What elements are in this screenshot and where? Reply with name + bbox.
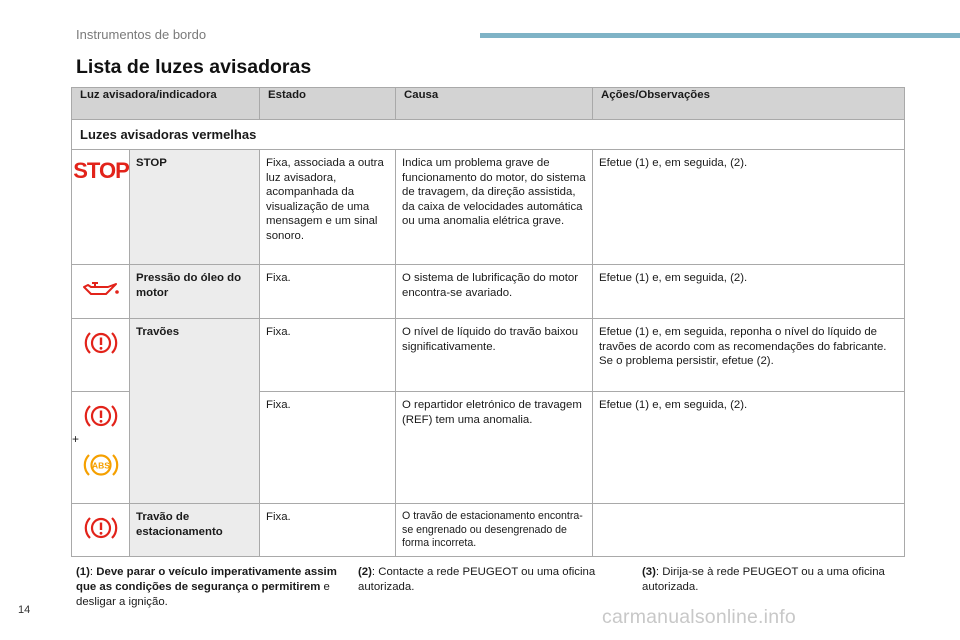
icon-cell <box>72 319 130 392</box>
brake-warning-icon <box>84 514 118 542</box>
light-name: Pressão do óleo do motor <box>130 265 260 319</box>
light-action: Efetue (1) e, em seguida, (2). <box>593 392 905 504</box>
table-row <box>72 265 905 319</box>
light-cause: O repartidor eletrónico de travagem (REF) tem uma anomalia. <box>396 392 593 504</box>
abs-icon <box>82 451 120 479</box>
stop-icon <box>72 158 129 183</box>
light-state: Fixa. <box>260 392 396 504</box>
footnote-1: (1): Deve parar o veículo imperativamente assim que as condições de segurança o permitirem e desligar a ignição. <box>76 566 337 608</box>
column-header-actions: Ações/Observações <box>593 88 905 120</box>
column-header-light: Luz avisadora/indicadora <box>72 88 260 120</box>
icon-cell <box>72 392 130 504</box>
group-title: Luzes avisadoras vermelhas <box>72 120 905 150</box>
header-accent-bar <box>480 33 960 38</box>
light-cause: O nível de líquido do travão baixou significativamente. <box>396 319 593 392</box>
table-row <box>72 150 905 265</box>
footnote-1-bold: Deve parar o veículo imperativamente assim que as condições de segurança o permitirem <box>76 566 337 593</box>
light-state: Fixa. <box>260 319 396 392</box>
footnote-2-ref: (2) <box>358 566 372 578</box>
light-cause: O travão de estacionamento encontra-se engrenado ou desengrenado de forma incorreta. <box>396 504 593 557</box>
abs-icon-text: ABS <box>91 460 110 471</box>
light-cause: O sistema de lubrificação do motor encontra-se avariado. <box>396 265 593 319</box>
column-header-state: Estado <box>260 88 396 120</box>
brake-warning-icon <box>84 402 118 430</box>
footnote-2-text: : Contacte a rede PEUGEOT ou uma oficina autorizada. <box>358 566 596 593</box>
section-header: Instrumentos de bordo <box>76 27 207 42</box>
watermark: carmanualsonline.info <box>602 606 796 628</box>
oil-pressure-icon <box>82 279 120 299</box>
footnote-3 <box>642 565 904 595</box>
icon-cell <box>72 150 130 265</box>
footnote-2 <box>358 565 628 595</box>
light-name: STOP <box>130 150 260 265</box>
footnote-3-ref: (3) <box>642 566 656 578</box>
light-action: Efetue (1) e, em seguida, (2). <box>593 150 905 265</box>
footnote-3-text: : Dirija-se à rede PEUGEOT ou a uma oficina autorizada. <box>642 566 885 593</box>
stop-icon-text: STOP <box>72 158 129 183</box>
table-row <box>72 319 905 392</box>
footnote-1-ref: (1) <box>76 566 90 578</box>
light-name: Travão de estacionamento <box>130 504 260 557</box>
plus-sign: + <box>72 432 80 446</box>
page-title: Lista de luzes avisadoras <box>76 56 312 78</box>
light-cause: Indica um problema grave de funcionamento do motor, do sistema de travagem, da direção assistida, da caixa de velocidades automática ou uma anomalia elétrica grave. <box>396 150 593 265</box>
page-number: 14 <box>18 604 31 616</box>
light-name: Travões <box>130 319 260 504</box>
icon-cell <box>72 265 130 319</box>
group-row <box>72 120 905 150</box>
light-state: Fixa, associada a outra luz avisadora, acompanhada da visualização de uma mensagem e um sinal sonoro. <box>260 150 396 265</box>
light-action <box>593 504 905 557</box>
brake-warning-icon <box>84 329 118 357</box>
light-action: Efetue (1) e, em seguida, reponha o nível do líquido de travões de acordo com as recomendações do fabricante. Se o problema persistir, efetue (2). <box>593 319 905 392</box>
light-state: Fixa. <box>260 265 396 319</box>
footnote-1-text: e desligar a ignição. <box>76 580 330 608</box>
light-state: Fixa. <box>260 504 396 557</box>
table-row <box>72 504 905 557</box>
icon-cell <box>72 504 130 557</box>
warning-lights-table <box>71 87 905 557</box>
table-header-row <box>72 88 905 120</box>
column-header-cause: Causa <box>396 88 593 120</box>
light-action: Efetue (1) e, em seguida, (2). <box>593 265 905 319</box>
